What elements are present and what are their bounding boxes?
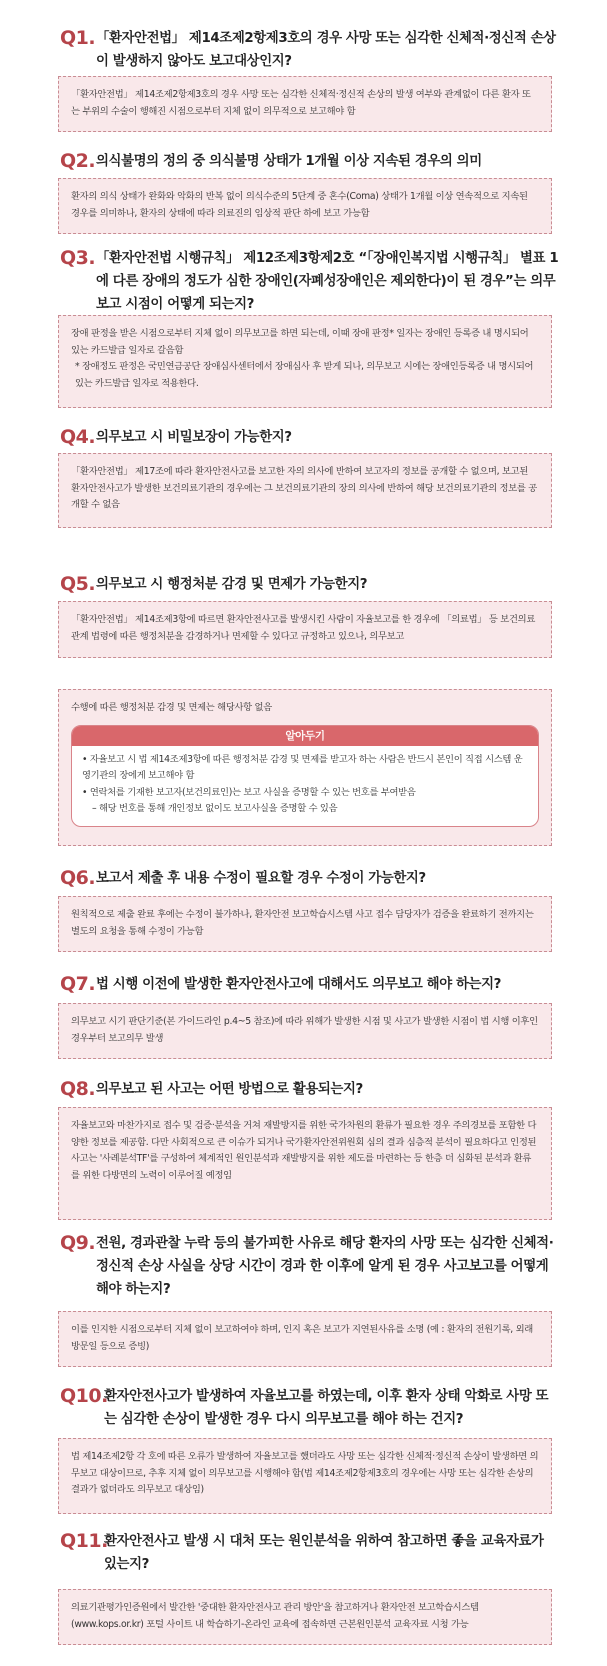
question-text: 법 시행 이전에 발생한 환자안전사고에 대해서도 의무보고 해야 하는지?: [96, 977, 501, 992]
note-body: [72, 746, 538, 826]
question: [0, 1530, 607, 1576]
question: [0, 150, 607, 173]
faq-item-q3: [0, 247, 607, 389]
question: [0, 867, 607, 890]
note-box: [71, 725, 539, 827]
answer-box: [58, 178, 552, 234]
answer-box: [58, 601, 552, 658]
question-text: 「환자안전법」 제14조제2항제3호의 경우 사망 또는 심각한 신체적·정신적 손상이 발생하지 않아도 보고대상인지?: [96, 31, 556, 69]
question-text: 환자안전사고가 발생하여 자율보고를 하였는데, 이후 환자 상태 악화로 사망 또는 심각한 손상이 발생한 경우 다시 의무보고를 해야 하는 건지?: [104, 1389, 549, 1427]
answer-box: [58, 1311, 552, 1367]
question-text: 보고서 제출 후 내용 수정이 필요할 경우 수정이 가능한지?: [96, 871, 426, 886]
question-text: 환자안전사고 발생 시 대처 또는 원인분석을 위하여 참고하면 좋을 교육자료가 있는지?: [104, 1534, 544, 1572]
answer-box: [58, 76, 552, 132]
faq-item-q9: [0, 1232, 607, 1352]
faq-item-q10: [0, 1385, 607, 1495]
answer-box: [58, 689, 552, 846]
answer-text: 장애 판정을 받은 시점으로부터 지체 없이 의무보고를 하면 되는데, 이때 장애 판정* 일자는 장애인 등록증 내 명시되어 있는 카드발급 일자로 갈음함: [71, 328, 529, 356]
question: [0, 27, 607, 73]
question-text: 「환자안전법 시행규칙」 제12조제3항제2호 “「장애인복지법 시행규칙」 별표 1에 다른 장애의 정도가 심한 장애인(자폐성장애인은 제외한다)이 된 경우”는 의무보고 시점이 어떻게 되는지?: [96, 251, 559, 312]
faq-item-q4: [0, 426, 607, 510]
faq-item-q6: [0, 867, 607, 937]
question-number: Q3.: [60, 247, 96, 269]
answer-box: [58, 896, 552, 952]
note-item: – 해당 번호를 통해 개인정보 없이도 보고사실을 증명할 수 있음: [92, 803, 338, 814]
answer-box: [58, 315, 552, 408]
question-text: 의무보고 시 비밀보장이 가능한지?: [96, 430, 292, 445]
answer-text: 원칙적으로 제출 완료 후에는 수정이 불가하나, 환자안전 보고학습시스템 사고 접수 담당자가 검증을 완료하기 전까지는 별도의 요청을 통해 수정이 가능함: [71, 909, 534, 937]
answer-text: 자율보고와 마찬가지로 접수 및 검증·분석을 거쳐 재발방지를 위한 국가차원의 환류가 필요한 경우 주의경보를 포함한 다양한 정보를 제공함. 다만 사회적으로 큰 이슈가 되거나 국가환자안전위원회 심의 결과 심층적 분석이 필요하다고 인정된 사고는 '사례분석TF'를 구성하여 체계적인 원인분석과 재발방지를 위한 제도를 마련하는 등 한층 더 심화된 분석과 환류를 위한 다방면의 노력이 이루어질 예정임: [71, 1120, 537, 1181]
faq-item-q11: [0, 1530, 607, 1630]
answer-box: [58, 1589, 552, 1645]
answer-text: 이를 인지한 시점으로부터 지체 없이 보고하여야 하며, 인지 혹은 보고가 지연된사유를 소명 (예 : 환자의 전원기록, 외래 방문일 등으로 증빙): [71, 1324, 533, 1352]
faq-item-q8: [0, 1078, 607, 1181]
question-text: 의무보고 시 행정처분 감경 및 면제가 가능한지?: [96, 577, 368, 592]
answer-text: 의무보고 시기 판단기준(본 가이드라인 p.4~5 참조)에 따라 위해가 발생한 시점 및 사고가 발생한 시점이 법 시행 이후인 경우부터 보고의무 발생: [71, 1016, 538, 1044]
question: [0, 573, 607, 596]
answer-box: [58, 1107, 552, 1220]
question-number: Q11.: [60, 1530, 108, 1552]
note-item: • 연락처를 기재한 보고자(보건의료인)는 보고 사실을 증명할 수 있는 번호를 부여받음: [82, 786, 416, 798]
note-item: • 자율보고 시 법 제14조제3항에 따른 행정처분 감경 및 면제를 받고자 하는 사람은 반드시 본인이 직접 시스템 운영기관의 장에게 보고해야 함: [82, 753, 523, 781]
faq-item-q5: [0, 573, 607, 642]
question: [0, 1385, 607, 1431]
question-number: Q1.: [60, 27, 96, 49]
answer-text: 「환자안전법」 제14조제2항제3호의 경우 사망 또는 심각한 신체적·정신적 손상의 발생 여부와 관계없이 다른 환자 또는 부위의 수술이 행해진 시점으로부터 지체 없이 의무적으로 보고해야 함: [71, 89, 531, 117]
question-text: 의식불명의 정의 중 의식불명 상태가 1개월 이상 지속된 경우의 의미: [96, 154, 482, 169]
question: [0, 247, 607, 316]
question-number: Q4.: [60, 426, 96, 448]
note-title: 알아두기: [72, 726, 538, 746]
answer-text: 법 제14조제2항 각 호에 따른 오류가 발생하여 자율보고를 했더라도 사망 또는 심각한 신체적·정신적 손상이 발생하면 의무보고 대상이므로, 추후 지체 없이 의무보고를 시행해야 함(법 제14조제2항제3호의 경우에는 사망 또는 심각한 손상의 결과가 없더라도 의무보고 대상임): [71, 1451, 539, 1495]
answer-box: [58, 1438, 552, 1514]
question-text: 의무보고 된 사고는 어떤 방법으로 활용되는지?: [96, 1082, 363, 1097]
faq-item-q7: [0, 973, 607, 1044]
question: [0, 426, 607, 449]
question-number: Q6.: [60, 867, 96, 889]
question-number: Q7.: [60, 973, 96, 995]
answer-text: 수행에 따른 행정처분 감경 및 면제는 해당사항 없음: [71, 702, 272, 713]
answer-box: [58, 1003, 552, 1059]
question-number: Q10.: [60, 1385, 108, 1407]
question-number: Q9.: [60, 1232, 96, 1254]
answer-box: [58, 453, 552, 528]
question: [0, 973, 607, 996]
question: [0, 1078, 607, 1101]
question-number: Q5.: [60, 573, 96, 595]
answer-text: 「환자안전법」 제14조제3항에 따르면 환자안전사고를 발생시킨 사람이 자율보고를 한 경우에 「의료법」 등 보건의료 관계 법령에 따른 행정처분을 감경하거나 면제할 수 있다고 규정하고 있으나, 의무보고: [71, 614, 535, 642]
question: [0, 1232, 607, 1301]
question-text: 전원, 경과관찰 누락 등의 불가피한 사유로 해당 환자의 사망 또는 심각한 신체적·정신적 손상 사실을 상당 시간이 경과 한 이후에 알게 된 경우 사고보고를 어떻게 해야 하는지?: [96, 1236, 554, 1297]
faq-item-q1: [0, 27, 607, 117]
answer-text: 「환자안전법」 제17조에 따라 환자안전사고를 보고한 자의 의사에 반하여 보고자의 정보를 공개할 수 없으며, 보고된 환자안전사고가 발생한 보건의료기관의 경우에는 그 보건의료기관의 장의 의사에 반하여 해당 보건의료기관의 정보를 공개할 수 없음: [71, 466, 537, 510]
answer-footnote: * 장애정도 판정은 국민연금공단 장애심사센터에서 장애심사 후 받게 되나, 의무보고 시에는 장애인등록증 내 명시되어 있는 카드발급 일자로 적용한다.: [75, 361, 534, 389]
answer-text: 의료기관평가인증원에서 발간한 '중대한 환자안전사고 관리 방안'을 참고하거나 환자안전 보고학습시스템(www.kops.or.kr) 포털 사이트 내 학습하기-온라인 교육에 접속하면 근본원인분석 교육자료 시청 가능: [71, 1602, 479, 1630]
question-number: Q8.: [60, 1078, 96, 1100]
answer-text: 환자의 의식 상태가 완화와 악화의 반복 없이 의식수준의 5단계 중 혼수(Coma) 상태가 1개월 이상 연속적으로 지속된 경우를 의미하나, 환자의 상태에 따라 의료진의 임상적 판단 하에 보고 가능함: [71, 191, 528, 219]
question-number: Q2.: [60, 150, 96, 172]
faq-item-q2: [0, 150, 607, 219]
